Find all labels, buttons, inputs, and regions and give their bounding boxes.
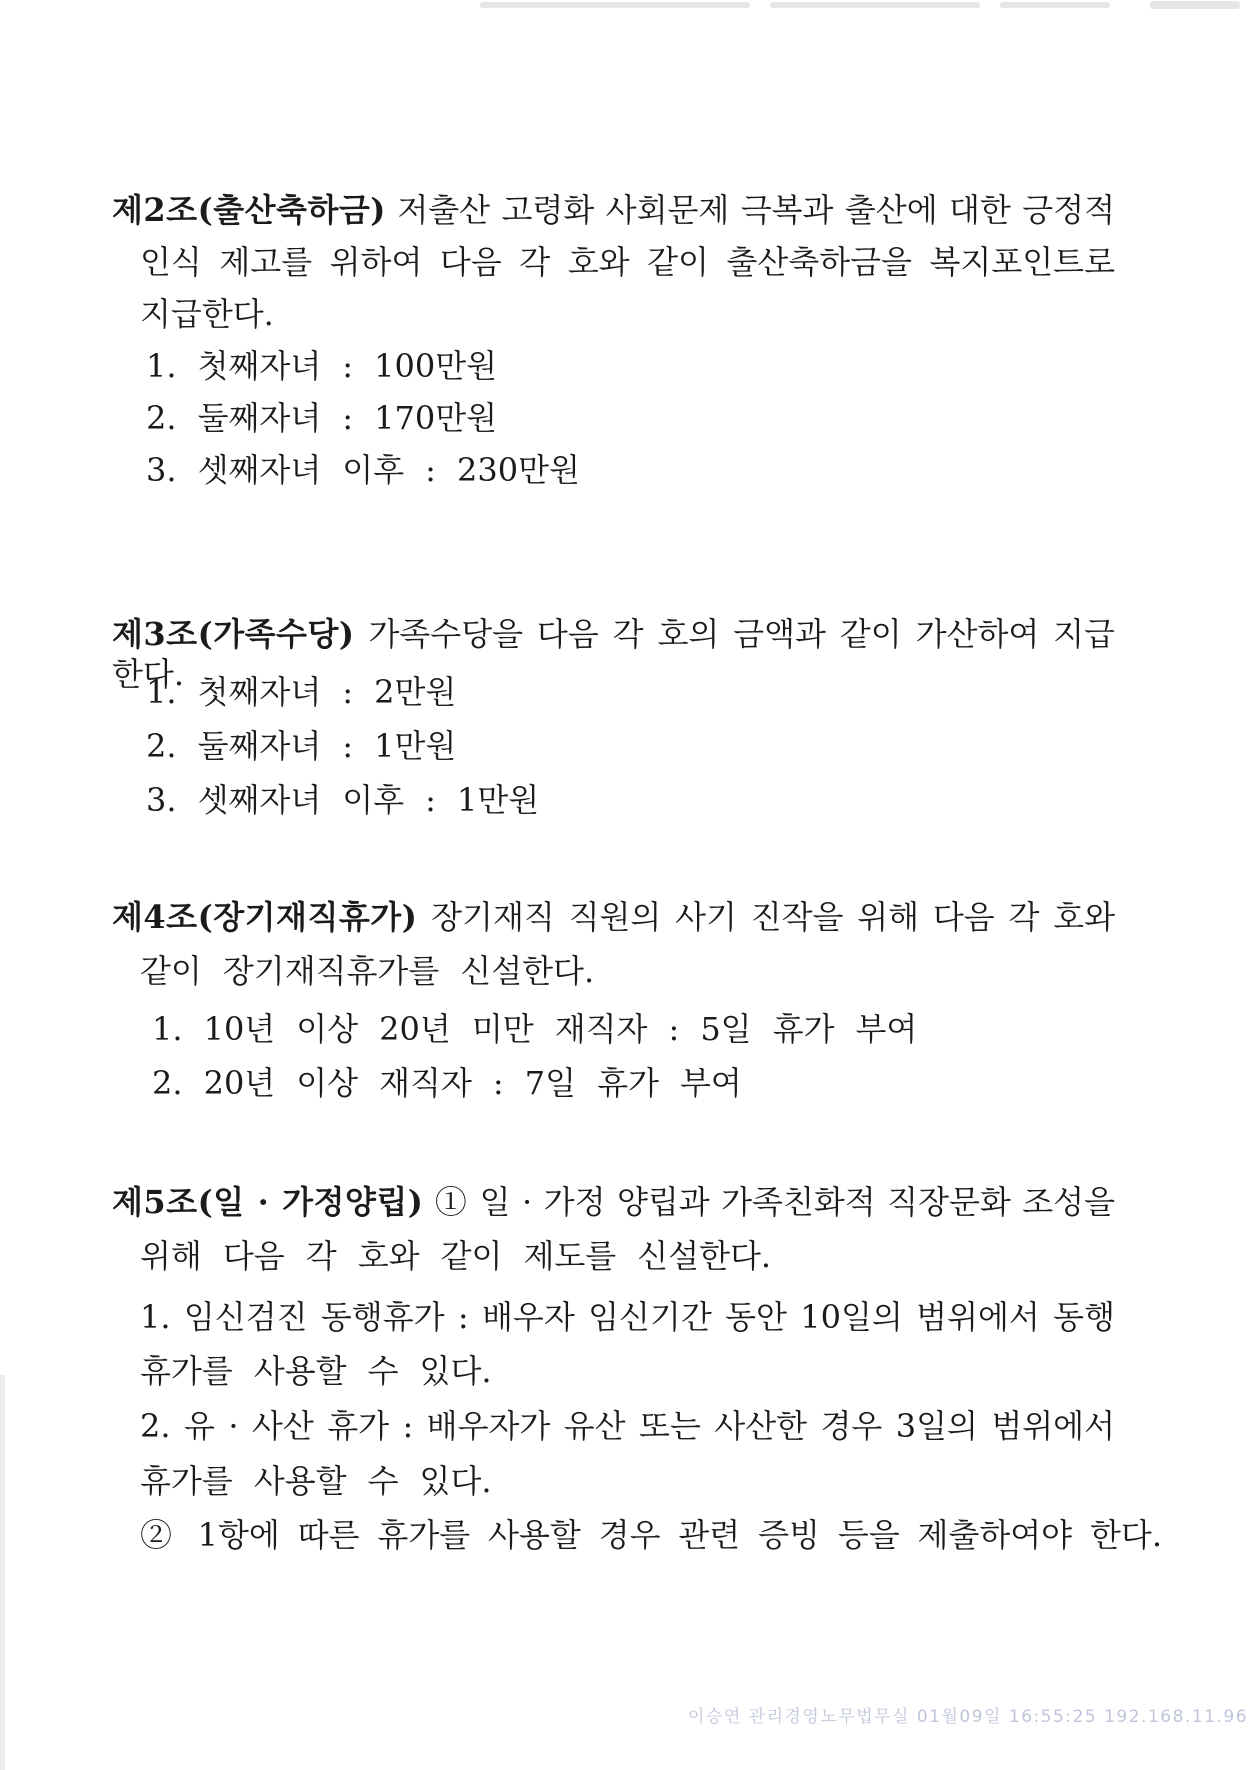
article-2-intro-line-1: [112, 190, 1115, 230]
article-5-intro-line-2: 위해 다음 각 호와 같이 제도를 신설한다.: [140, 1237, 772, 1275]
article-3-item-2: 2. 둘째자녀 : 1만원: [146, 727, 457, 765]
article-2-title: 제2조(출산축하금): [112, 191, 386, 229]
article-5-item-2-line-2: 휴가를 사용할 수 있다.: [140, 1462, 492, 1500]
article-4-intro-rest: 장기재직 직원의 사기 진작을 위해 다음 각 호와: [431, 898, 1115, 936]
article-5-intro-rest: ① 일 · 가정 양립과 가족친화적 직장문화 조성을: [434, 1183, 1116, 1221]
scan-artifact: [770, 2, 980, 8]
article-2-item-2: 2. 둘째자녀 : 170만원: [146, 399, 498, 437]
article-5-clause-2: ② 1항에 따른 휴가를 사용할 경우 관련 증빙 등을 제출하여야 한다.: [140, 1516, 1162, 1554]
print-footer-stamp: 이승연 관리경영노무법무실 01월09일 16:55:25 192.168.11.96: [688, 1707, 1248, 1727]
scan-artifact: [0, 1375, 5, 1770]
scan-artifact: [1150, 1, 1240, 9]
article-4-intro-line-1: [112, 897, 1115, 937]
article-3-item-3: 3. 셋째자녀 이후 : 1만원: [146, 781, 540, 819]
scan-artifact: [1000, 2, 1110, 8]
article-4-item-1: 1. 10년 이상 20년 미만 재직자 : 5일 휴가 부여: [152, 1010, 918, 1048]
article-5-title: 제5조(일 · 가정양립): [112, 1183, 424, 1221]
article-3-title: 제3조(가족수당): [112, 615, 355, 653]
article-3-intro-rest: 가족수당을 다음 각 호의 금액과 같이 가산하여 지급한다.: [112, 615, 1116, 693]
article-2-intro-line-2: 인식 제고를 위하여 다음 각 호와 같이 출산축하금을 복지포인트로: [140, 243, 1115, 281]
article-4-item-2: 2. 20년 이상 재직자 : 7일 휴가 부여: [152, 1064, 742, 1102]
scan-artifact: [480, 2, 750, 8]
article-5-item-1-line-1: 1. 임신검진 동행휴가 : 배우자 임신기간 동안 10일의 범위에서 동행: [140, 1298, 1115, 1336]
article-2-intro-rest: 저출산 고령화 사회문제 극복과 출산에 대한 긍정적: [397, 191, 1116, 229]
article-3-item-1: 1. 첫째자녀 : 2만원: [146, 673, 457, 711]
article-4-title: 제4조(장기재직휴가): [112, 898, 418, 936]
article-2-item-1: 1. 첫째자녀 : 100만원: [146, 347, 498, 385]
article-4-intro-line-2: 같이 장기재직휴가를 신설한다.: [140, 952, 595, 990]
article-2-intro-line-3: 지급한다.: [140, 295, 274, 333]
article-5-intro-line-1: [112, 1182, 1115, 1222]
article-2-item-3: 3. 셋째자녀 이후 : 230만원: [146, 451, 580, 489]
article-5-item-2-line-1: 2. 유 · 사산 휴가 : 배우자가 유산 또는 사산한 경우 3일의 범위에서: [140, 1407, 1115, 1445]
article-5-item-1-line-2: 휴가를 사용할 수 있다.: [140, 1352, 492, 1390]
